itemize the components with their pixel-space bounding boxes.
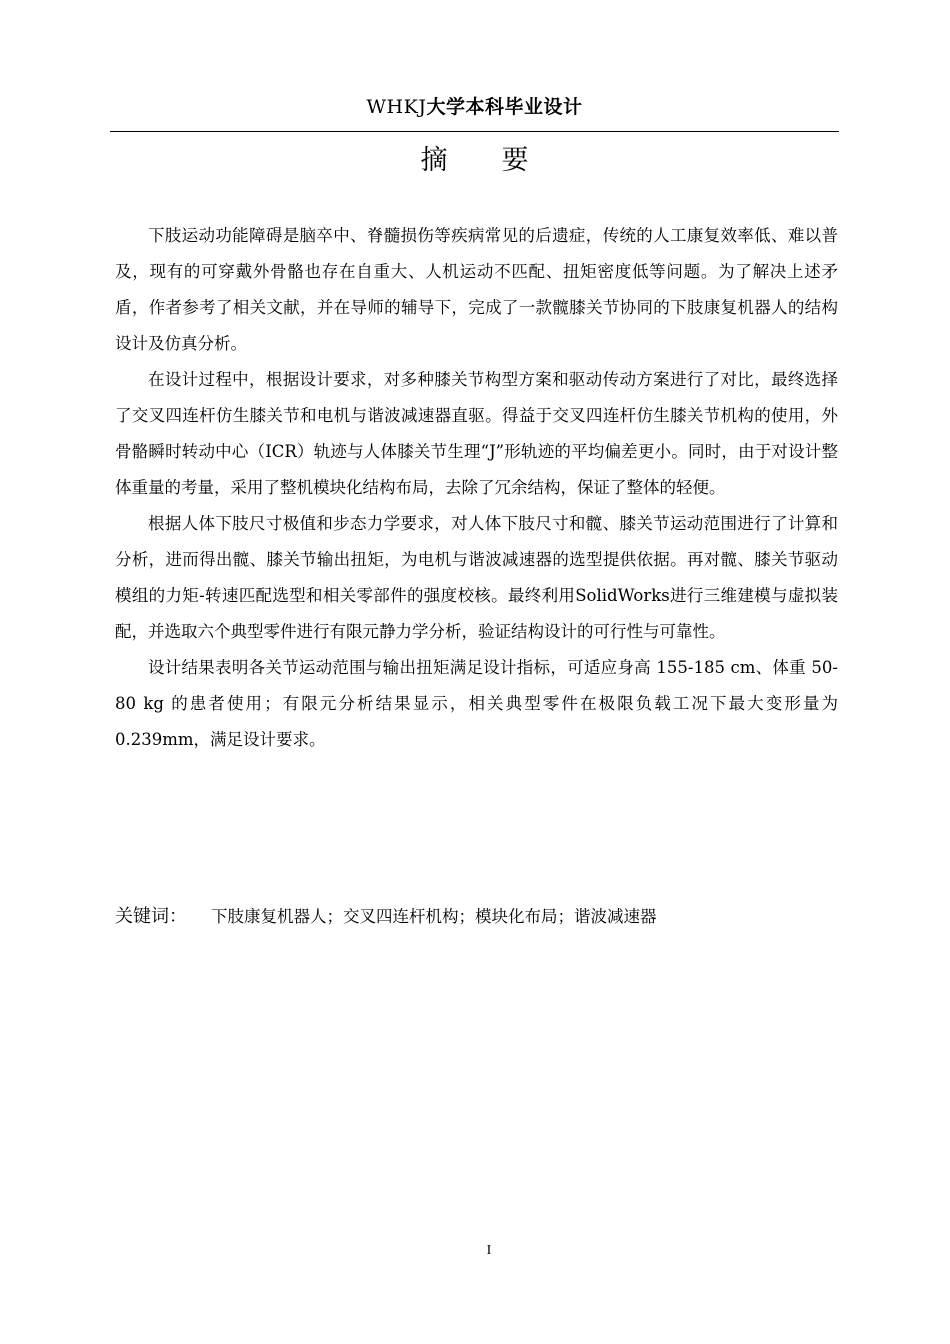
abstract-paragraph: 设计结果表明各关节运动范围与输出扭矩满足设计指标，可适应身高 155-185 cm、体重 50-80 kg 的患者使用；有限元分析结果显示，相关典型零件在极限负载工况下最大变形量为 0.239mm，满足设计要求。 <box>115 658 838 749</box>
keywords-label: 关键词： <box>115 906 187 927</box>
abstract-paragraph: 下肢运动功能障碍是脑卒中、脊髓损伤等疾病常见的后遗症，传统的人工康复效率低、难以普及，现有的可穿戴外骨骼也存在自重大、人机运动不匹配、扭矩密度低等问题。为了解决上述矛盾，作者参考了相关文献，并在导师的辅导下，完成了一款髋膝关节协同的下肢康复机器人的结构设计及仿真分析。 <box>115 226 838 353</box>
header-university: 大学本科毕业设计 <box>426 96 583 118</box>
title-char-1: 摘 <box>420 145 448 176</box>
page-number: I <box>486 1243 492 1258</box>
abstract-paragraph: 根据人体下肢尺寸极值和步态力学要求，对人体下肢尺寸和髋、膝关节运动范围进行了计算和分析，进而得出髋、膝关节输出扭矩，为电机与谐波减速器的选型提供依据。再对髋、膝关节驱动模组的力矩-转速匹配选型和相关零部件的强度校核。最终利用SolidWorks进行三维建模与虚拟装配，并选取六个典型零件进行有限元静力学分析，验证结构设计的可行性与可靠性。 <box>115 514 838 641</box>
keywords-value: 下肢康复机器人；交叉四连杆机构；模块化布局；谐波减速器 <box>211 907 657 926</box>
title-char-2: 要 <box>501 145 529 176</box>
keywords-line <box>115 902 838 932</box>
header-divider <box>110 131 839 132</box>
header-prefix: WHKJ <box>366 96 427 118</box>
abstract-body <box>115 218 838 758</box>
running-header <box>110 94 839 120</box>
abstract-paragraph: 在设计过程中，根据设计要求，对多种膝关节构型方案和驱动传动方案进行了对比，最终选择了交叉四连杆仿生膝关节和电机与谐波减速器直驱。得益于交叉四连杆仿生膝关节机构的使用，外骨骼瞬时转动中心（ICR）轨迹与人体膝关节生理“J”形轨迹的平均偏差更小。同时，由于对设计整体重量的考量，采用了整机模块化结构布局，去除了冗余结构，保证了整体的轻便。 <box>115 370 838 497</box>
abstract-title <box>110 141 839 181</box>
